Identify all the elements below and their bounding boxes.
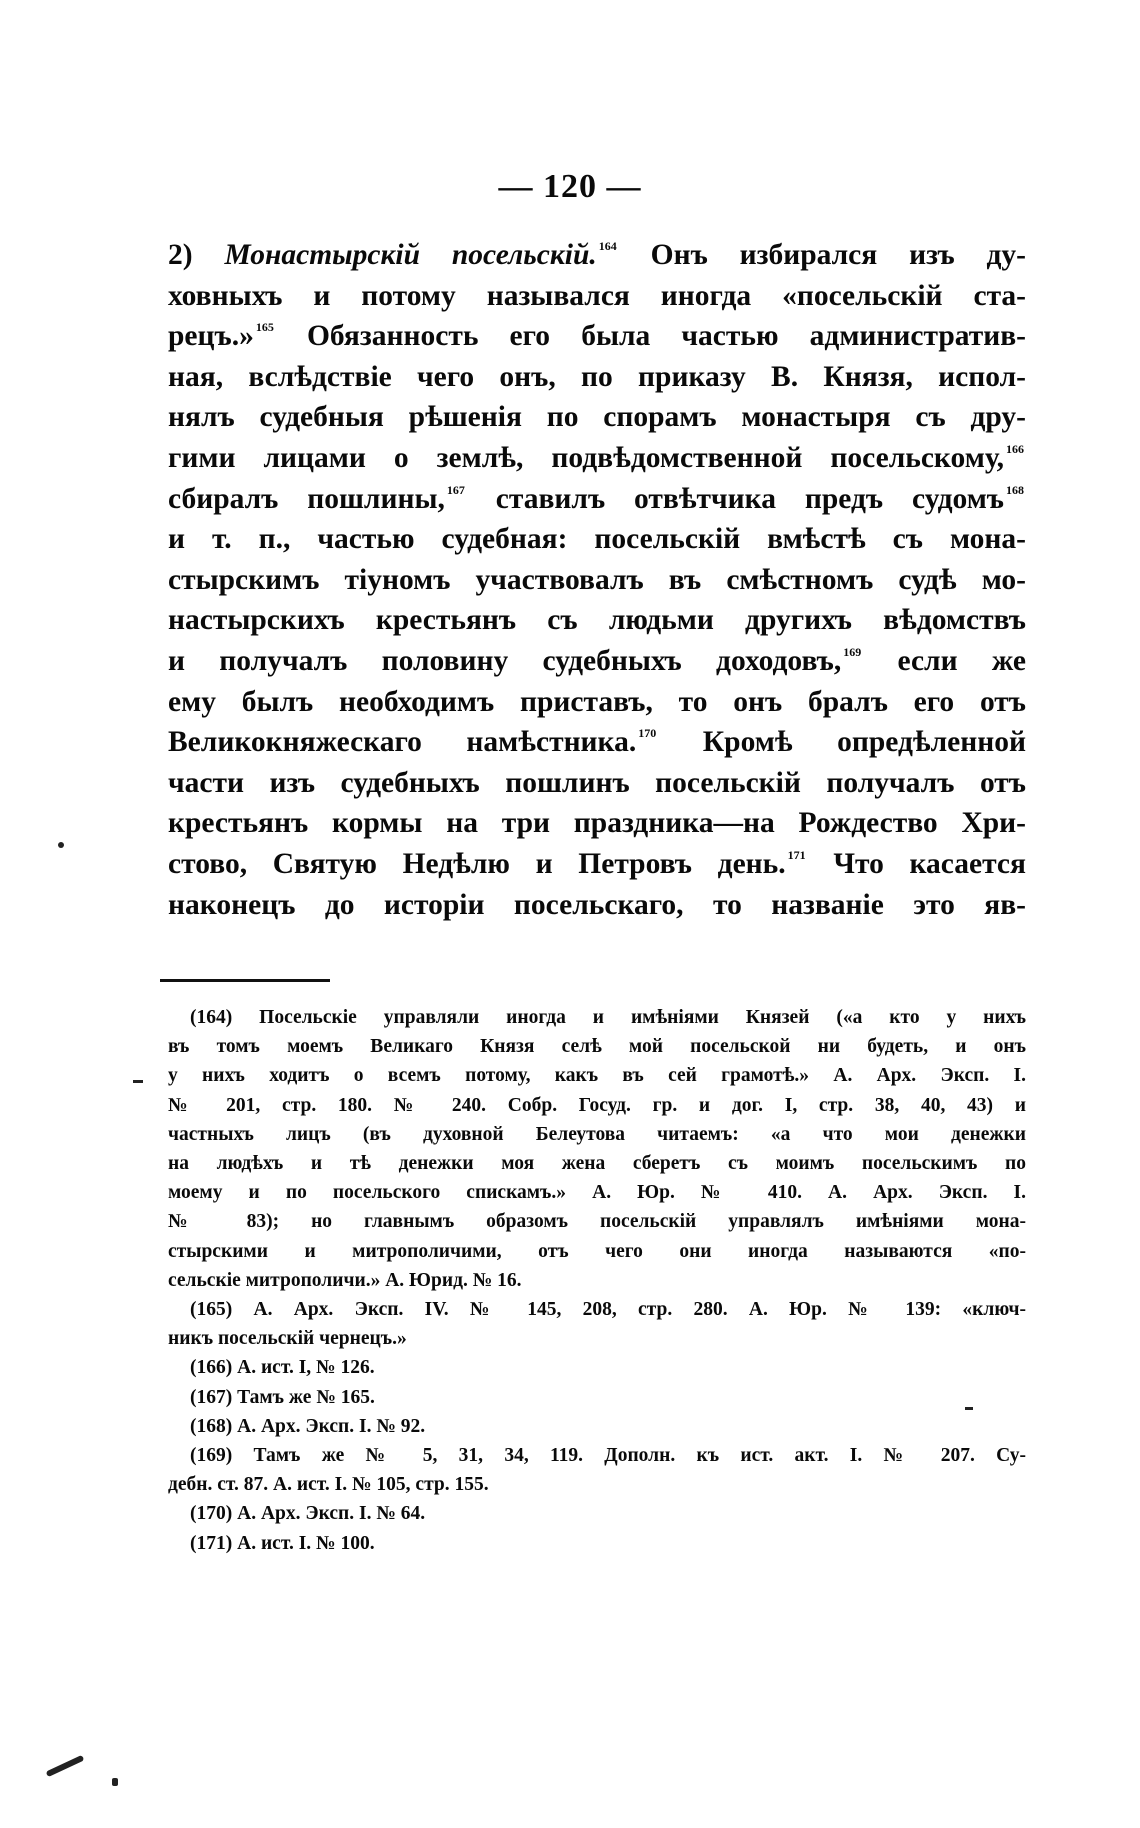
footnote-line: частныхъ лицъ (въ духовной Белеутова читаемъ: «а что мои денежки xyxy=(168,1123,1026,1145)
footnote-line: дебн. ст. 87. А. ист. I. № 105, стр. 155. xyxy=(168,1474,489,1496)
text-line xyxy=(168,519,1026,560)
text-span: Великокняжескаго намѣстника. xyxy=(168,726,637,759)
text-span: и т. п., частью судебная: посельскій вмѣстѣ съ мона- xyxy=(168,523,1026,556)
text-span: Онъ избирался изъ ду- xyxy=(618,239,1026,271)
text-span: Что касается xyxy=(807,847,1026,880)
text-span: если же xyxy=(863,644,1026,677)
footnote-line: никъ посельскій чернецъ.» xyxy=(168,1328,407,1350)
text-span: ховныхъ и потому назывался иногда «посельскій ста- xyxy=(168,279,1026,312)
margin-speck xyxy=(58,842,64,848)
text-line xyxy=(168,844,1026,885)
footnote-ref: 166 xyxy=(1006,441,1024,456)
footnote-ref: 168 xyxy=(1006,482,1024,497)
text-span: сбиралъ пошлины, xyxy=(168,482,445,515)
footnote-line: № 201, стр. 180. № 240. Собр. Госуд. гр. и дог. I, стр. 38, 40, 43) и xyxy=(168,1094,1026,1116)
text-line xyxy=(168,600,1026,641)
margin-speck xyxy=(133,1080,143,1083)
text-span: Кромѣ опредѣленной xyxy=(658,726,1026,759)
footnote-line: (170) А. Арх. Эксп. I. № 64. xyxy=(190,1503,426,1525)
footnote-line: (168) А. Арх. Эксп. I. № 92. xyxy=(190,1415,426,1437)
footnote-line: у нихъ ходитъ о всемъ потому, какъ въ сей грамотѣ.» А. Арх. Эксп. I. xyxy=(168,1065,1026,1087)
footnote-ref: 164 xyxy=(598,239,617,253)
text-span: рецъ.» xyxy=(168,320,254,353)
text-line xyxy=(168,316,1026,357)
footnote-line: моему и по посельского спискамъ.» А. Юр. № 410. А. Арх. Эксп. I. xyxy=(168,1182,1026,1204)
footnote-ref: 170 xyxy=(638,726,657,741)
footnote-line: № 83); но главнымъ образомъ посельскій управлялъ имѣніями мона- xyxy=(168,1211,1026,1233)
text-span: нялъ судебныя рѣшенія по спорамъ монастыря съ дру- xyxy=(168,401,1026,434)
footnote-line: (169) Тамъ же № 5, 31, 34, 119. Дополн. къ ист. акт. I. № 207. Су- xyxy=(190,1445,1026,1467)
text-line xyxy=(168,479,1026,520)
footnote-line: (167) Тамъ же № 165. xyxy=(190,1386,375,1408)
text-span: крестьянъ кормы на три праздника—на Рождество Хри- xyxy=(168,807,1026,840)
section-heading: Монастырскій посельскій. xyxy=(224,239,597,271)
text-span: гими лицами о землѣ, подвѣдомственной посельскому, xyxy=(168,441,1004,474)
text-span: наконецъ до исторіи посельскаго, то названіе это яв- xyxy=(168,888,1026,921)
footnote-line: сельскіе митрополичи.» А. Юрид. № 16. xyxy=(168,1269,522,1291)
text-line xyxy=(168,682,1026,723)
text-span: Обязанность его была частью административ- xyxy=(275,320,1026,353)
text-line xyxy=(168,763,1026,804)
footnotes xyxy=(168,1003,1026,1558)
margin-speck xyxy=(965,1407,973,1410)
text-line xyxy=(168,397,1026,438)
text-span: 2) xyxy=(168,239,225,271)
ink-mark xyxy=(46,1755,85,1777)
footnote-line: (166) А. ист. I, № 126. xyxy=(190,1357,375,1379)
footnote-separator xyxy=(160,979,330,982)
text-span: ставилъ отвѣтчика предъ судомъ xyxy=(466,482,1004,515)
ink-mark xyxy=(112,1778,118,1786)
text-line xyxy=(168,885,1026,926)
text-line xyxy=(168,276,1026,317)
text-line xyxy=(168,438,1026,479)
text-span: и получалъ половину судебныхъ доходовъ, xyxy=(168,644,842,677)
text-line xyxy=(168,803,1026,844)
footnote-line: (171) А. ист. I. № 100. xyxy=(190,1532,375,1554)
text-span: стово, Святую Недѣлю и Петровъ день. xyxy=(168,847,786,880)
text-line xyxy=(168,235,1026,276)
main-paragraph xyxy=(168,235,1026,925)
text-line xyxy=(168,560,1026,601)
text-line xyxy=(168,722,1026,763)
footnote-line: (164) Посельскіе управляли иногда и имѣніями Князей («а кто у нихъ xyxy=(190,1007,1026,1028)
text-span: ная, вслѣдствіе чего онъ, по приказу В. Князя, испол- xyxy=(168,360,1026,393)
footnote-ref: 165 xyxy=(255,320,274,335)
footnote-line: въ томъ моемъ Великаго Князя селѣ мой посельской ни будеть, и онъ xyxy=(168,1036,1026,1058)
footnote-ref: 169 xyxy=(843,644,862,659)
text-line xyxy=(168,641,1026,682)
text-span: настырскихъ крестьянъ съ людьми другихъ вѣдомствъ xyxy=(168,604,1026,637)
footnote-ref: 171 xyxy=(787,847,806,862)
text-line xyxy=(168,357,1026,398)
footnote-ref: 167 xyxy=(446,482,465,497)
text-span: части изъ судебныхъ пошлинъ посельскій получалъ отъ xyxy=(168,766,1026,799)
text-span: ему былъ необходимъ приставъ, то онъ бралъ его отъ xyxy=(168,685,1026,718)
text-span: стырскимъ тіуномъ участвовалъ въ смѣстномъ судѣ мо- xyxy=(168,563,1026,596)
footnote-line: стырскими и митрополичими, отъ чего они иногда называются «по- xyxy=(168,1240,1026,1262)
footnote-line: на людѣхъ и тѣ денежки моя жена сберетъ съ моимъ посельскимъ по xyxy=(168,1153,1026,1175)
footnote-line: (165) А. Арх. Эксп. IV. № 145, 208, стр. 280. А. Юр. № 139: «ключ- xyxy=(190,1299,1026,1321)
page-number: — 120 — xyxy=(498,168,642,205)
